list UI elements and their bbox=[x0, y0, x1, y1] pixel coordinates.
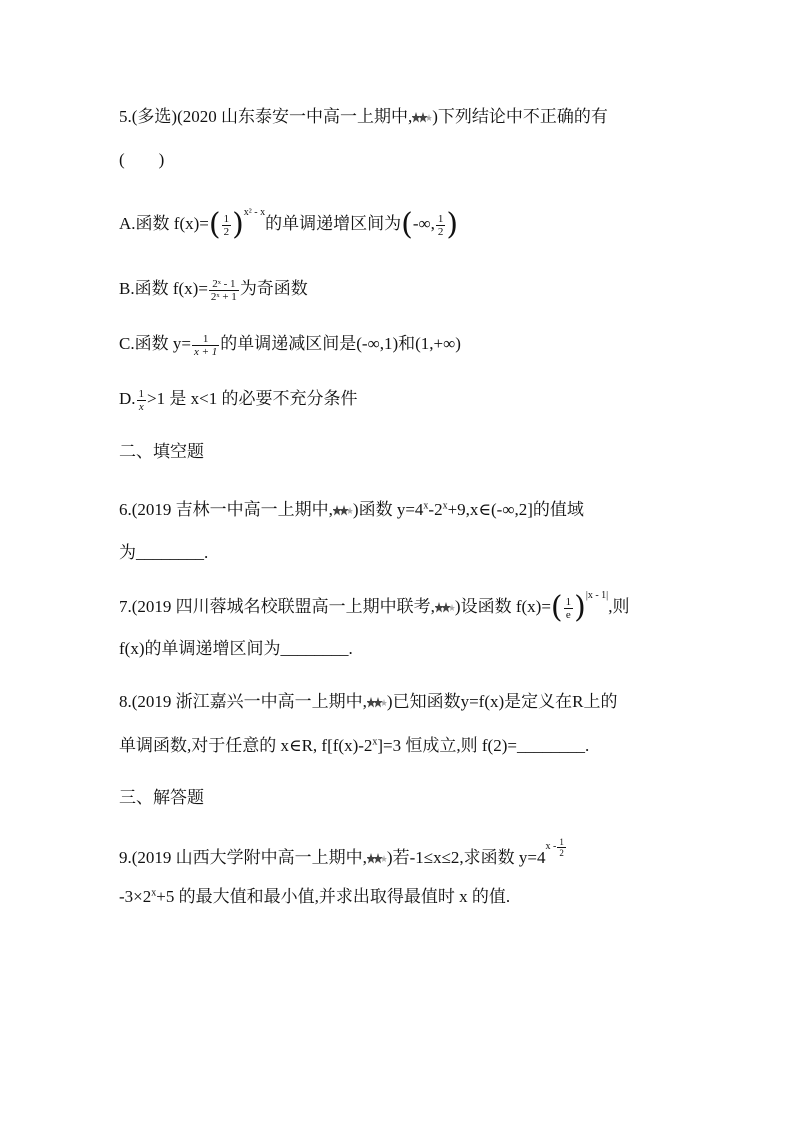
q8-answer-line[interactable]: 单调函数,对于任意的 x∈R, $f[f(x)-2^x]=3$ 恒成立,则 f(2)=________. bbox=[119, 736, 590, 755]
q6-answer-line[interactable]: 为________. bbox=[119, 543, 209, 562]
q8-stem: 8.(2019 浙江嘉兴一中高一上期中, )已知函数y=f(x)是定义在R上的 bbox=[119, 692, 618, 711]
section-heading-fill-in: 二、填空题 bbox=[119, 442, 204, 461]
q5-answer-paren: ( ) bbox=[119, 150, 165, 169]
q5-stem: 5.(多选)(2020 山东泰安一中高一上期中, )下列结论中不正确的有 bbox=[119, 107, 608, 126]
q5-option-b: B.函数 f(x)= $\frac{\text{2ˣ - 1}}{\text{2ˣ + 1}}$ 为奇函数 bbox=[119, 277, 308, 303]
q5-option-d: D. $\frac{1}{x}$ >1 是 x<1 的必要不充分条件 bbox=[119, 387, 358, 413]
q5-option-a: A.函数 f(x)=( $\frac{1}{2}$ )$^{x^2 - x}$的单调递增区间为(-∞, $\frac{1}{2}$ ) bbox=[119, 207, 459, 243]
q5-option-c: C.函数 y= $\frac{1}{x + 1}$ 的单调递减区间是(-∞,1)和(1,+∞) bbox=[119, 332, 461, 358]
difficulty-stars-icon bbox=[367, 852, 387, 866]
q7-answer-line[interactable]: f(x)的单调递增区间为________. bbox=[119, 639, 353, 658]
difficulty-stars-icon bbox=[435, 601, 455, 615]
difficulty-stars-icon bbox=[412, 111, 432, 125]
difficulty-stars-icon bbox=[333, 504, 353, 518]
q6-stem: 6.(2019 吉林一中高一上期中, )函数 $y=4^x-2^x+9,x\in(-\infty,2]$的值域 bbox=[119, 500, 584, 519]
difficulty-stars-icon bbox=[367, 696, 387, 710]
q9-stem: 9.(2019 山西大学附中高一上期中, )若-1≤x≤2,求函数 $y=4^{x -}$ $\frac{1}{2}$ bbox=[119, 836, 564, 867]
q9-second-line: $-3\times 2^x+5$ 的最大值和最小值,并求出取得最值时 x 的值. bbox=[119, 887, 511, 906]
q7-stem: 7.(2019 四川蓉城名校联盟高一上期中联考, )设函数 f(x)=( $\frac{1}{e}$ )$^{|x - 1|}$,则 bbox=[119, 590, 630, 626]
section-heading-solve: 三、解答题 bbox=[119, 788, 204, 807]
